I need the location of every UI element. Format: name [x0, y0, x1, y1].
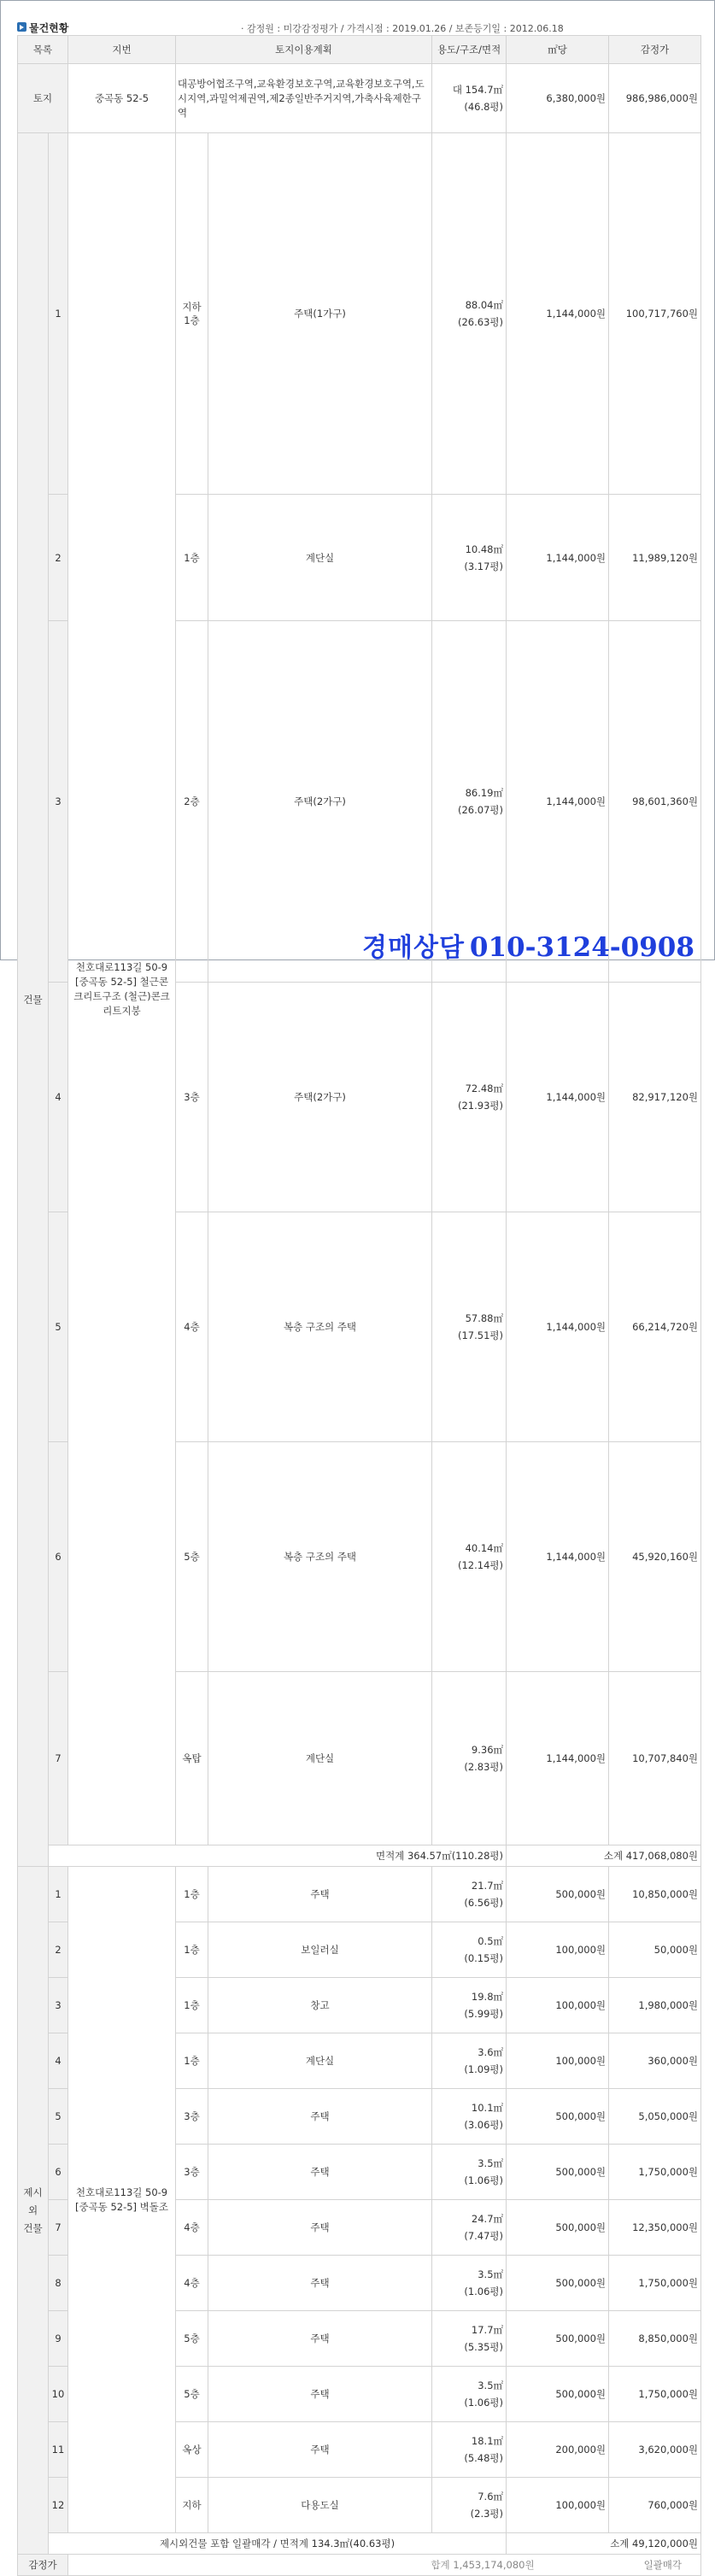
excluded-area-m2: 10.1㎡ [471, 2102, 504, 2114]
building-floor: 옥탑 [176, 1672, 208, 1845]
land-category: 토지 [18, 64, 68, 133]
excluded-area-pyeong: (5.99평) [464, 2008, 504, 2020]
excluded-area [432, 2200, 507, 2256]
excluded-unit-price: 500,000원 [507, 2256, 609, 2311]
excluded-row-number: 2 [49, 1922, 68, 1978]
col-header-category: 목록 [18, 36, 68, 64]
building-area-m2: 88.04㎡ [465, 299, 504, 311]
excluded-floor: 옥상 [176, 2422, 208, 2478]
excluded-area [432, 2145, 507, 2200]
excluded-row-number: 7 [49, 2200, 68, 2256]
excluded-area [432, 2311, 507, 2367]
excluded-row-number: 11 [49, 2422, 68, 2478]
building-area [432, 1212, 507, 1442]
building-subtotal: 소계 417,068,080원 [507, 1845, 701, 1867]
building-use: 계단실 [208, 495, 432, 621]
excluded-category [18, 1867, 49, 2555]
building-area-pyeong: (26.07평) [458, 804, 504, 816]
excluded-use: 주택 [208, 2422, 432, 2478]
excluded-area [432, 2089, 507, 2145]
excluded-area [432, 2422, 507, 2478]
excluded-row-number: 1 [49, 1867, 68, 1922]
building-floor: 3층 [176, 983, 208, 1212]
excluded-row-number: 4 [49, 2033, 68, 2089]
land-unit-price: 6,380,000원 [507, 64, 609, 133]
excluded-floor: 4층 [176, 2256, 208, 2311]
excluded-area-m2: 17.7㎡ [471, 2324, 504, 2336]
excluded-appraisal: 12,350,000원 [609, 2200, 701, 2256]
building-row-number: 2 [49, 495, 68, 621]
building-area-m2: 10.48㎡ [465, 543, 504, 555]
excluded-appraisal: 50,000원 [609, 1922, 701, 1978]
excluded-appraisal: 5,050,000원 [609, 2089, 701, 2145]
excluded-unit-price: 200,000원 [507, 2422, 609, 2478]
excluded-area-pyeong: (6.56평) [464, 1897, 504, 1909]
col-header-appraisal: 감정가 [609, 36, 701, 64]
consultation-watermark [362, 926, 694, 964]
excluded-area-pyeong: (1.06평) [464, 2286, 504, 2297]
building-row-number: 6 [49, 1442, 68, 1672]
building-appraisal: 98,601,360원 [609, 621, 701, 983]
building-address: 천호대로113길 50-9 [중곡동 52-5] 철근콘크리트구조 (철근)콘크리트지붕 [68, 133, 176, 1845]
excluded-floor: 3층 [176, 2089, 208, 2145]
building-appraisal: 10,707,840원 [609, 1672, 701, 1845]
excluded-floor: 1층 [176, 1978, 208, 2033]
land-area [432, 64, 507, 133]
excluded-unit-price: 100,000원 [507, 1978, 609, 2033]
excluded-appraisal: 760,000원 [609, 2478, 701, 2533]
excluded-appraisal: 3,620,000원 [609, 2422, 701, 2478]
excluded-area-pyeong: (5.48평) [464, 2452, 504, 2464]
excluded-floor: 4층 [176, 2200, 208, 2256]
building-row-number: 3 [49, 621, 68, 983]
building-category: 건물 [18, 133, 49, 1867]
building-area-pyeong: (12.14평) [458, 1559, 504, 1571]
excluded-row-number: 9 [49, 2311, 68, 2367]
excluded-use: 보일러실 [208, 1922, 432, 1978]
watermark-phone: 010-3124-0908 [469, 932, 694, 963]
excluded-use: 주택 [208, 2200, 432, 2256]
excluded-area [432, 2478, 507, 2533]
excluded-floor: 1층 [176, 1922, 208, 1978]
building-use: 복층 구조의 주택 [208, 1212, 432, 1442]
building-row-number: 5 [49, 1212, 68, 1442]
building-floor: 5층 [176, 1442, 208, 1672]
land-appraisal: 986,986,000원 [609, 64, 701, 133]
excluded-floor: 지하 [176, 2478, 208, 2533]
excluded-floor: 5층 [176, 2367, 208, 2422]
excluded-area-m2: 24.7㎡ [471, 2213, 504, 2225]
excluded-area [432, 2256, 507, 2311]
excluded-total-row [18, 2533, 701, 2555]
building-row-number: 1 [49, 133, 68, 495]
excluded-area [432, 1922, 507, 1978]
watermark-label: 경매상담 [362, 933, 465, 963]
building-unit-price: 1,144,000원 [507, 133, 609, 495]
excluded-area-pyeong: (3.06평) [464, 2119, 504, 2131]
building-use: 주택(2가구) [208, 621, 432, 983]
building-appraisal: 66,214,720원 [609, 1212, 701, 1442]
section-title: 물건현황 [29, 22, 69, 34]
property-table [17, 35, 701, 2576]
excluded-row-number: 6 [49, 2145, 68, 2200]
excluded-floor: 5층 [176, 2311, 208, 2367]
excluded-use: 주택 [208, 2256, 432, 2311]
excluded-use: 다용도실 [208, 2478, 432, 2533]
excluded-area-m2: 19.8㎡ [471, 1991, 504, 2003]
land-use-plan: 대공방어협조구역,교육환경보호구역,교육환경보호구역,도시지역,과밀억제권역,제2종일반주거지역,가축사육제한구역 [176, 64, 432, 133]
building-unit-price: 1,144,000원 [507, 1442, 609, 1672]
building-total-row [18, 1845, 701, 1867]
building-unit-price: 1,144,000원 [507, 621, 609, 983]
building-area-pyeong: (17.51평) [458, 1329, 504, 1341]
excluded-summary: 제시외건물 포함 일괄매각 / 면적계 134.3㎡(40.63평) [49, 2533, 507, 2555]
excluded-unit-price: 500,000원 [507, 2311, 609, 2367]
excluded-appraisal: 1,750,000원 [609, 2256, 701, 2311]
total-value: 합계 1,453,174,080원 일괄매각 [68, 2555, 701, 2576]
appraisal-meta: · 감정원 : 미강감정평가 / 가격시점 : 2019.01.26 / 보존등기일 : 2012.06.18 [241, 23, 564, 34]
excluded-use: 주택 [208, 1867, 432, 1922]
excluded-floor: 3층 [176, 2145, 208, 2200]
building-area-pyeong: (2.83평) [464, 1761, 504, 1773]
building-unit-price: 1,144,000원 [507, 495, 609, 621]
building-area-m2: 40.14㎡ [465, 1542, 504, 1554]
excluded-appraisal: 8,850,000원 [609, 2311, 701, 2367]
col-header-area: 용도/구조/면적 [432, 36, 507, 64]
excluded-floor: 1층 [176, 1867, 208, 1922]
excluded-area-pyeong: (1.06평) [464, 2174, 504, 2186]
total-label: 감정가 [18, 2555, 68, 2576]
excluded-use: 계단실 [208, 2033, 432, 2089]
excluded-area-m2: 3.6㎡ [478, 2046, 504, 2058]
building-area-m2: 86.19㎡ [465, 787, 504, 799]
building-area [432, 495, 507, 621]
excluded-row-number: 10 [49, 2367, 68, 2422]
table-header-row [18, 36, 701, 64]
excluded-unit-price: 100,000원 [507, 2033, 609, 2089]
building-floor: 지하 1층 [176, 133, 208, 495]
excluded-area-m2: 18.1㎡ [471, 2435, 504, 2447]
building-area [432, 1442, 507, 1672]
total-row [18, 2555, 701, 2576]
excluded-use: 주택 [208, 2089, 432, 2145]
excluded-row-number: 3 [49, 1978, 68, 2033]
land-lot: 중곡동 52-5 [68, 64, 176, 133]
col-header-lot: 지번 [68, 36, 176, 64]
excluded-area-pyeong: (5.35평) [464, 2341, 504, 2353]
excluded-appraisal: 1,750,000원 [609, 2145, 701, 2200]
excluded-category-line: 외 [27, 2203, 38, 2216]
building-row [18, 133, 701, 495]
excluded-subtotal: 소계 49,120,000원 [507, 2533, 701, 2555]
excluded-use: 창고 [208, 1978, 432, 2033]
excluded-unit-price: 500,000원 [507, 2145, 609, 2200]
building-area-total: 면적계 364.57㎡(110.28평) [49, 1845, 507, 1867]
excluded-area-m2: 3.5㎡ [478, 2157, 504, 2169]
excluded-use: 주택 [208, 2311, 432, 2367]
excluded-address: 천호대로113길 50-9 [중곡동 52-5] 벽돌조 [68, 1867, 176, 2533]
excluded-appraisal: 360,000원 [609, 2033, 701, 2089]
excluded-area-pyeong: (7.47평) [464, 2230, 504, 2242]
building-row-number: 4 [49, 983, 68, 1212]
excluded-unit-price: 100,000원 [507, 1922, 609, 1978]
excluded-use: 주택 [208, 2367, 432, 2422]
building-floor: 2층 [176, 621, 208, 983]
excluded-area [432, 2367, 507, 2422]
building-use: 주택(2가구) [208, 983, 432, 1212]
building-appraisal: 100,717,760원 [609, 133, 701, 495]
building-floor: 1층 [176, 495, 208, 621]
building-area [432, 983, 507, 1212]
excluded-row-number: 8 [49, 2256, 68, 2311]
section-header [17, 21, 700, 34]
excluded-use: 주택 [208, 2145, 432, 2200]
excluded-area-pyeong: (1.09평) [464, 2063, 504, 2075]
building-appraisal: 82,917,120원 [609, 983, 701, 1212]
building-use: 주택(1가구) [208, 133, 432, 495]
building-area-m2: 9.36㎡ [471, 1744, 504, 1756]
land-row [18, 64, 701, 133]
excluded-unit-price: 500,000원 [507, 2200, 609, 2256]
building-area [432, 133, 507, 495]
excluded-unit-price: 100,000원 [507, 2478, 609, 2533]
building-unit-price: 1,144,000원 [507, 983, 609, 1212]
building-area-pyeong: (26.63평) [458, 316, 504, 328]
building-area-m2: 57.88㎡ [465, 1312, 504, 1324]
col-header-unit-price: ㎡당 [507, 36, 609, 64]
excluded-row-number: 5 [49, 2089, 68, 2145]
excluded-category-line: 건물 [23, 2221, 43, 2234]
excluded-area [432, 2033, 507, 2089]
building-unit-price: 1,144,000원 [507, 1672, 609, 1845]
building-row-number: 7 [49, 1672, 68, 1845]
building-area-pyeong: (3.17평) [464, 560, 504, 572]
land-area-pyeong: (46.8평) [464, 101, 504, 113]
excluded-floor: 1층 [176, 2033, 208, 2089]
building-unit-price: 1,144,000원 [507, 1212, 609, 1442]
building-area-m2: 72.48㎡ [465, 1083, 504, 1094]
building-area-pyeong: (21.93평) [458, 1100, 504, 1112]
excluded-area [432, 1978, 507, 2033]
land-area-m2: 대 154.7㎡ [452, 84, 504, 96]
excluded-area-m2: 7.6㎡ [478, 2491, 504, 2503]
bullet-arrow-icon [17, 22, 26, 32]
total-note: 일괄매각 [643, 2559, 683, 2571]
excluded-area-m2: 0.5㎡ [478, 1935, 504, 1947]
excluded-area-pyeong: (0.15평) [464, 1952, 504, 1964]
building-use: 계단실 [208, 1672, 432, 1845]
building-appraisal: 45,920,160원 [609, 1442, 701, 1672]
building-use: 복층 구조의 주택 [208, 1442, 432, 1672]
building-area [432, 1672, 507, 1845]
excluded-appraisal: 1,750,000원 [609, 2367, 701, 2422]
excluded-row-number: 12 [49, 2478, 68, 2533]
building-appraisal: 11,989,120원 [609, 495, 701, 621]
excluded-area-pyeong: (1.06평) [464, 2397, 504, 2409]
excluded-appraisal: 10,850,000원 [609, 1867, 701, 1922]
excluded-unit-price: 500,000원 [507, 2367, 609, 2422]
excluded-area-pyeong: (2.3평) [470, 2508, 504, 2520]
excluded-appraisal: 1,980,000원 [609, 1978, 701, 2033]
excluded-row [18, 1867, 701, 1922]
excluded-area [432, 1867, 507, 1922]
col-header-land-use: 토지이용계획 [176, 36, 432, 64]
excluded-unit-price: 500,000원 [507, 2089, 609, 2145]
excluded-unit-price: 500,000원 [507, 1867, 609, 1922]
excluded-area-m2: 3.5㎡ [478, 2268, 504, 2280]
building-floor: 4층 [176, 1212, 208, 1442]
excluded-category-line: 제시 [23, 2186, 43, 2198]
excluded-area-m2: 21.7㎡ [471, 1880, 504, 1892]
excluded-area-m2: 3.5㎡ [478, 2379, 504, 2391]
